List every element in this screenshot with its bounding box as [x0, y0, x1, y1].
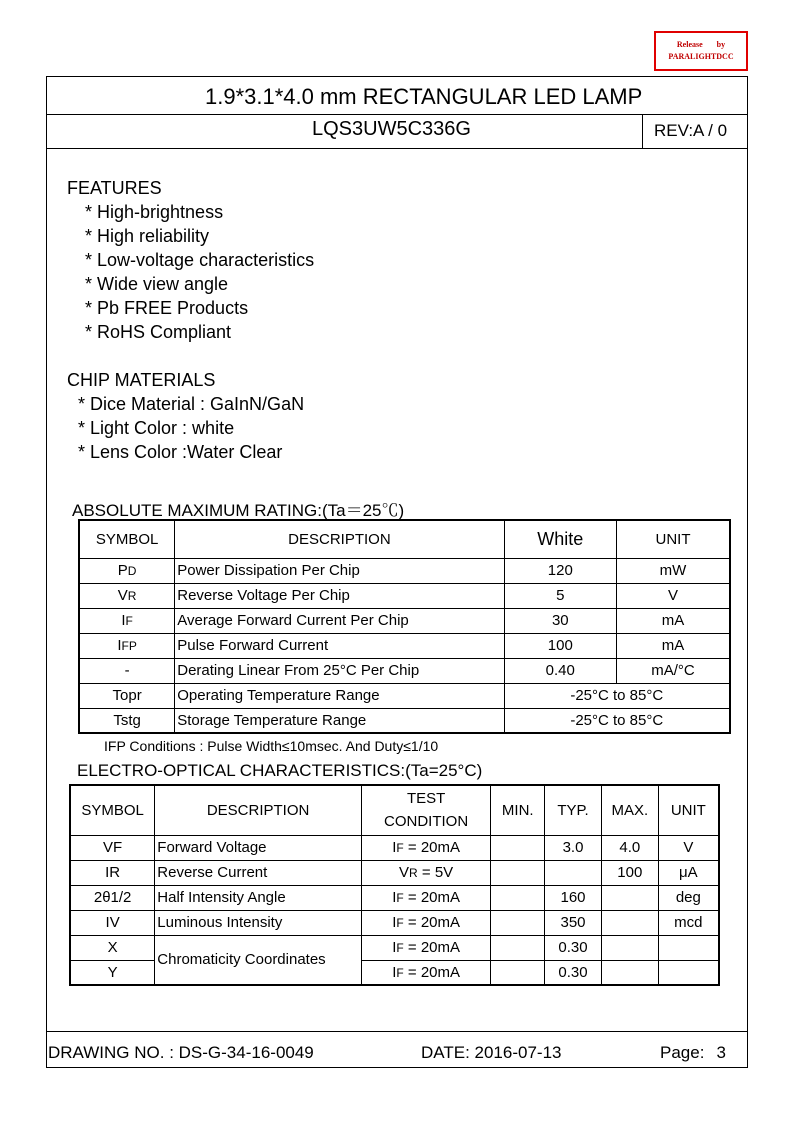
frame-right-border	[747, 76, 748, 1068]
table-row	[79, 683, 730, 708]
typ-cell: 350	[545, 910, 602, 935]
table-header-row	[70, 785, 719, 835]
table-row	[70, 885, 719, 910]
unit-cell	[658, 960, 719, 985]
chip-materials-section	[67, 368, 304, 464]
min-cell	[491, 960, 545, 985]
table-row	[79, 583, 730, 608]
absolute-max-table	[78, 519, 731, 734]
min-cell	[491, 860, 545, 885]
min-cell	[491, 835, 545, 860]
table-row	[79, 633, 730, 658]
table-row	[70, 835, 719, 860]
symbol-cell: IR	[70, 860, 155, 885]
feature-item: * RoHS Compliant	[85, 322, 232, 342]
chip-material-item: * Lens Color :Water Clear	[78, 442, 283, 462]
stamp-company: PARALIGHTDCC	[668, 52, 734, 61]
col-header-symbol: SYMBOL	[70, 785, 155, 835]
document-date: DATE: 2016-07-13	[421, 1043, 562, 1062]
feature-item: * High-brightness	[85, 202, 224, 222]
description-cell: Pulse Forward Current	[175, 633, 504, 658]
feature-item: * Wide view angle	[85, 274, 229, 294]
symbol-cell: IV	[70, 910, 155, 935]
value-cell: 30	[504, 608, 616, 633]
symbol-cell: IFP	[79, 633, 175, 658]
symbol-cell: IF	[79, 608, 175, 633]
table-row	[79, 708, 730, 733]
col-header-max: MAX.	[601, 785, 658, 835]
unit-cell: V	[658, 835, 719, 860]
max-cell	[601, 935, 658, 960]
symbol-cell: VF	[70, 835, 155, 860]
unit-cell: mA	[617, 633, 730, 658]
table-header-row	[79, 520, 730, 558]
unit-cell: mA	[617, 608, 730, 633]
range-cell: -25°C to 85°C	[504, 683, 730, 708]
table-row	[70, 935, 719, 960]
max-cell: 4.0	[601, 835, 658, 860]
max-cell	[601, 885, 658, 910]
max-cell	[601, 960, 658, 985]
range-cell: -25°C to 85°C	[504, 708, 730, 733]
typ-cell: 3.0	[545, 835, 602, 860]
symbol-cell: X	[70, 935, 155, 960]
unit-cell: μA	[658, 860, 719, 885]
condition-cell: IF = 20mA	[361, 835, 491, 860]
drawing-number: DRAWING NO. : DS-G-34-16-0049	[48, 1043, 314, 1062]
col-header-min: MIN.	[491, 785, 545, 835]
condition-cell: IF = 20mA	[361, 885, 491, 910]
typ-cell: 0.30	[545, 960, 602, 985]
description-cell: Luminous Intensity	[155, 910, 362, 935]
value-cell: 100	[504, 633, 616, 658]
value-cell: 120	[504, 558, 616, 583]
table-row	[70, 910, 719, 935]
typ-cell: 160	[545, 885, 602, 910]
chip-material-item: * Dice Material : GaInN/GaN	[78, 394, 305, 414]
description-cell: Operating Temperature Range	[175, 683, 504, 708]
condition-cell: IF = 20mA	[361, 960, 491, 985]
max-cell: 100	[601, 860, 658, 885]
col-header-unit: UNIT	[617, 520, 730, 558]
col-header-description: DESCRIPTION	[155, 785, 362, 835]
min-cell	[491, 935, 545, 960]
condition-cell: VR = 5V	[361, 860, 491, 885]
unit-cell: mW	[617, 558, 730, 583]
release-stamp	[654, 31, 748, 71]
revision-divider	[642, 115, 643, 148]
description-cell: Half Intensity Angle	[155, 885, 362, 910]
symbol-cell: Y	[70, 960, 155, 985]
part-number: LQS3UW5C336G	[312, 118, 471, 140]
table-row	[79, 608, 730, 633]
description-cell: Forward Voltage	[155, 835, 362, 860]
description-cell: Reverse Current	[155, 860, 362, 885]
symbol-cell: -	[79, 658, 175, 683]
condition-cell: IF = 20mA	[361, 910, 491, 935]
stamp-by: by	[716, 40, 726, 49]
electro-optical-title: ELECTRO-OPTICAL CHARACTERISTICS:(Ta=25°C)	[77, 761, 483, 780]
col-header-white: White	[504, 520, 616, 558]
unit-cell: deg	[658, 885, 719, 910]
symbol-cell: Tstg	[79, 708, 175, 733]
value-cell: 0.40	[504, 658, 616, 683]
max-cell	[601, 910, 658, 935]
typ-cell	[545, 860, 602, 885]
ifp-conditions-note: IFP Conditions : Pulse Width≤10msec. And Duty≤1/10	[104, 738, 439, 754]
document-title: 1.9*3.1*4.0 mm RECTANGULAR LED LAMP	[205, 84, 643, 109]
header-bottom-rule	[46, 148, 748, 149]
col-header-symbol: SYMBOL	[79, 520, 175, 558]
chip-material-item: * Light Color : white	[78, 418, 235, 438]
col-header-test-condition: TEST CONDITION	[361, 785, 491, 835]
frame-left-border	[46, 76, 47, 1068]
description-cell: Chromaticity Coordinates	[155, 935, 362, 985]
value-cell: 5	[504, 583, 616, 608]
symbol-cell: PD	[79, 558, 175, 583]
stamp-release: Release	[676, 40, 703, 49]
page-number: 3	[716, 1043, 726, 1062]
page-label: Page:	[660, 1043, 705, 1062]
electro-optical-table	[69, 784, 720, 986]
unit-cell: V	[617, 583, 730, 608]
min-cell	[491, 885, 545, 910]
condition-cell: IF = 20mA	[361, 935, 491, 960]
description-cell: Derating Linear From 25°C Per Chip	[175, 658, 504, 683]
description-cell: Power Dissipation Per Chip	[175, 558, 504, 583]
revision: REV:A / 0	[654, 121, 728, 140]
feature-item: * Low-voltage characteristics	[85, 250, 315, 270]
header-top-rule	[46, 76, 748, 77]
min-cell	[491, 910, 545, 935]
table-row	[79, 658, 730, 683]
feature-item: * High reliability	[85, 226, 210, 246]
page-indicator	[660, 1043, 726, 1063]
table-row	[70, 860, 719, 885]
table-row	[79, 558, 730, 583]
feature-item: * Pb FREE Products	[85, 298, 249, 318]
col-header-description: DESCRIPTION	[175, 520, 504, 558]
features-section	[67, 176, 314, 344]
footer-bottom-rule	[46, 1067, 748, 1068]
description-cell: Storage Temperature Range	[175, 708, 504, 733]
symbol-cell: 2θ1/2	[70, 885, 155, 910]
description-cell: Reverse Voltage Per Chip	[175, 583, 504, 608]
description-cell: Average Forward Current Per Chip	[175, 608, 504, 633]
col-header-typ: TYP.	[545, 785, 602, 835]
absolute-max-title: ABSOLUTE MAXIMUM RATING:(Ta＝25℃)	[72, 501, 405, 520]
typ-cell: 0.30	[545, 935, 602, 960]
unit-cell: mA/°C	[617, 658, 730, 683]
footer-top-rule	[46, 1031, 748, 1032]
symbol-cell: VR	[79, 583, 175, 608]
symbol-cell: Topr	[79, 683, 175, 708]
unit-cell: mcd	[658, 910, 719, 935]
features-heading: FEATURES	[67, 178, 162, 198]
chip-materials-heading: CHIP MATERIALS	[67, 370, 216, 390]
unit-cell	[658, 935, 719, 960]
col-header-unit: UNIT	[658, 785, 719, 835]
